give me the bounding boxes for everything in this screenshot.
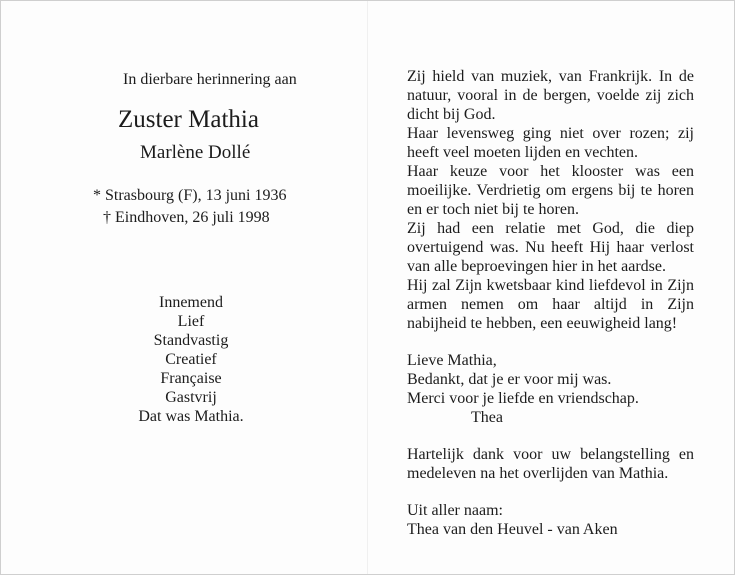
letter-signature: Thea [471, 409, 503, 426]
paragraph-relation-god: Zij had een relatie met God, die diep overtuigend was. Nu heeft Hij haar verlost van alle beproevingen hier in het aardse. [407, 220, 694, 275]
life-dates [91, 185, 351, 229]
paragraph-eternity: Hij zal Zijn kwetsbaar kind liefdevol in Zijn armen nemen om haar altijd in Zijn nabijheid te hebben, een eeuwigheid lang! [407, 277, 694, 332]
birth-line: * Strasbourg (F), 13 juni 1936 [93, 187, 287, 204]
paragraph-music: Zij hield van muziek, van Frankrijk. In de natuur, vooral in de bergen, voelde zij zich dicht bij God. [407, 68, 694, 123]
closing-name: Thea van den Heuvel - van Aken [407, 521, 618, 538]
spacer [407, 483, 694, 501]
left-panel [91, 69, 351, 229]
death-line: † Eindhoven, 26 juli 1998 [103, 209, 270, 226]
trait-item: Dat was Mathia. [138, 408, 244, 425]
spacer [407, 333, 694, 351]
letter-line: Merci voor je liefde en vriendschap. [407, 390, 639, 407]
closing-label: Uit aller naam: [407, 502, 503, 519]
thanks-text: Hartelijk dank voor uw belangstelling en medeleven na het overlijden van Mathia. [407, 446, 694, 482]
trait-item: Française [160, 370, 222, 387]
fold-line [367, 1, 368, 574]
trait-item: Lief [177, 313, 205, 330]
paragraph-lifepath: Haar levensweg ging niet over rozen; zij heeft veel moeten lijden en vechten. [407, 125, 694, 161]
deceased-fullname: Marlène Dollé [140, 142, 251, 163]
traits-list [101, 293, 281, 426]
spacer [407, 427, 694, 445]
trait-item: Creatief [165, 351, 217, 368]
trait-item: Standvastig [153, 332, 229, 349]
trait-item: Innemend [159, 294, 223, 311]
intro-text: In dierbare herinnering aan [123, 71, 297, 88]
right-panel [407, 67, 694, 539]
trait-item: Gastvrij [165, 389, 217, 406]
letter-salutation: Lieve Mathia, [407, 352, 497, 369]
deceased-name: Zuster Mathia [118, 106, 259, 133]
paragraph-monastery: Haar keuze voor het klooster was een moeilijke. Verdrietig om ergens bij te horen en er toch niet bij te horen. [407, 163, 694, 218]
letter-line: Bedankt, dat je er voor mij was. [407, 371, 612, 388]
